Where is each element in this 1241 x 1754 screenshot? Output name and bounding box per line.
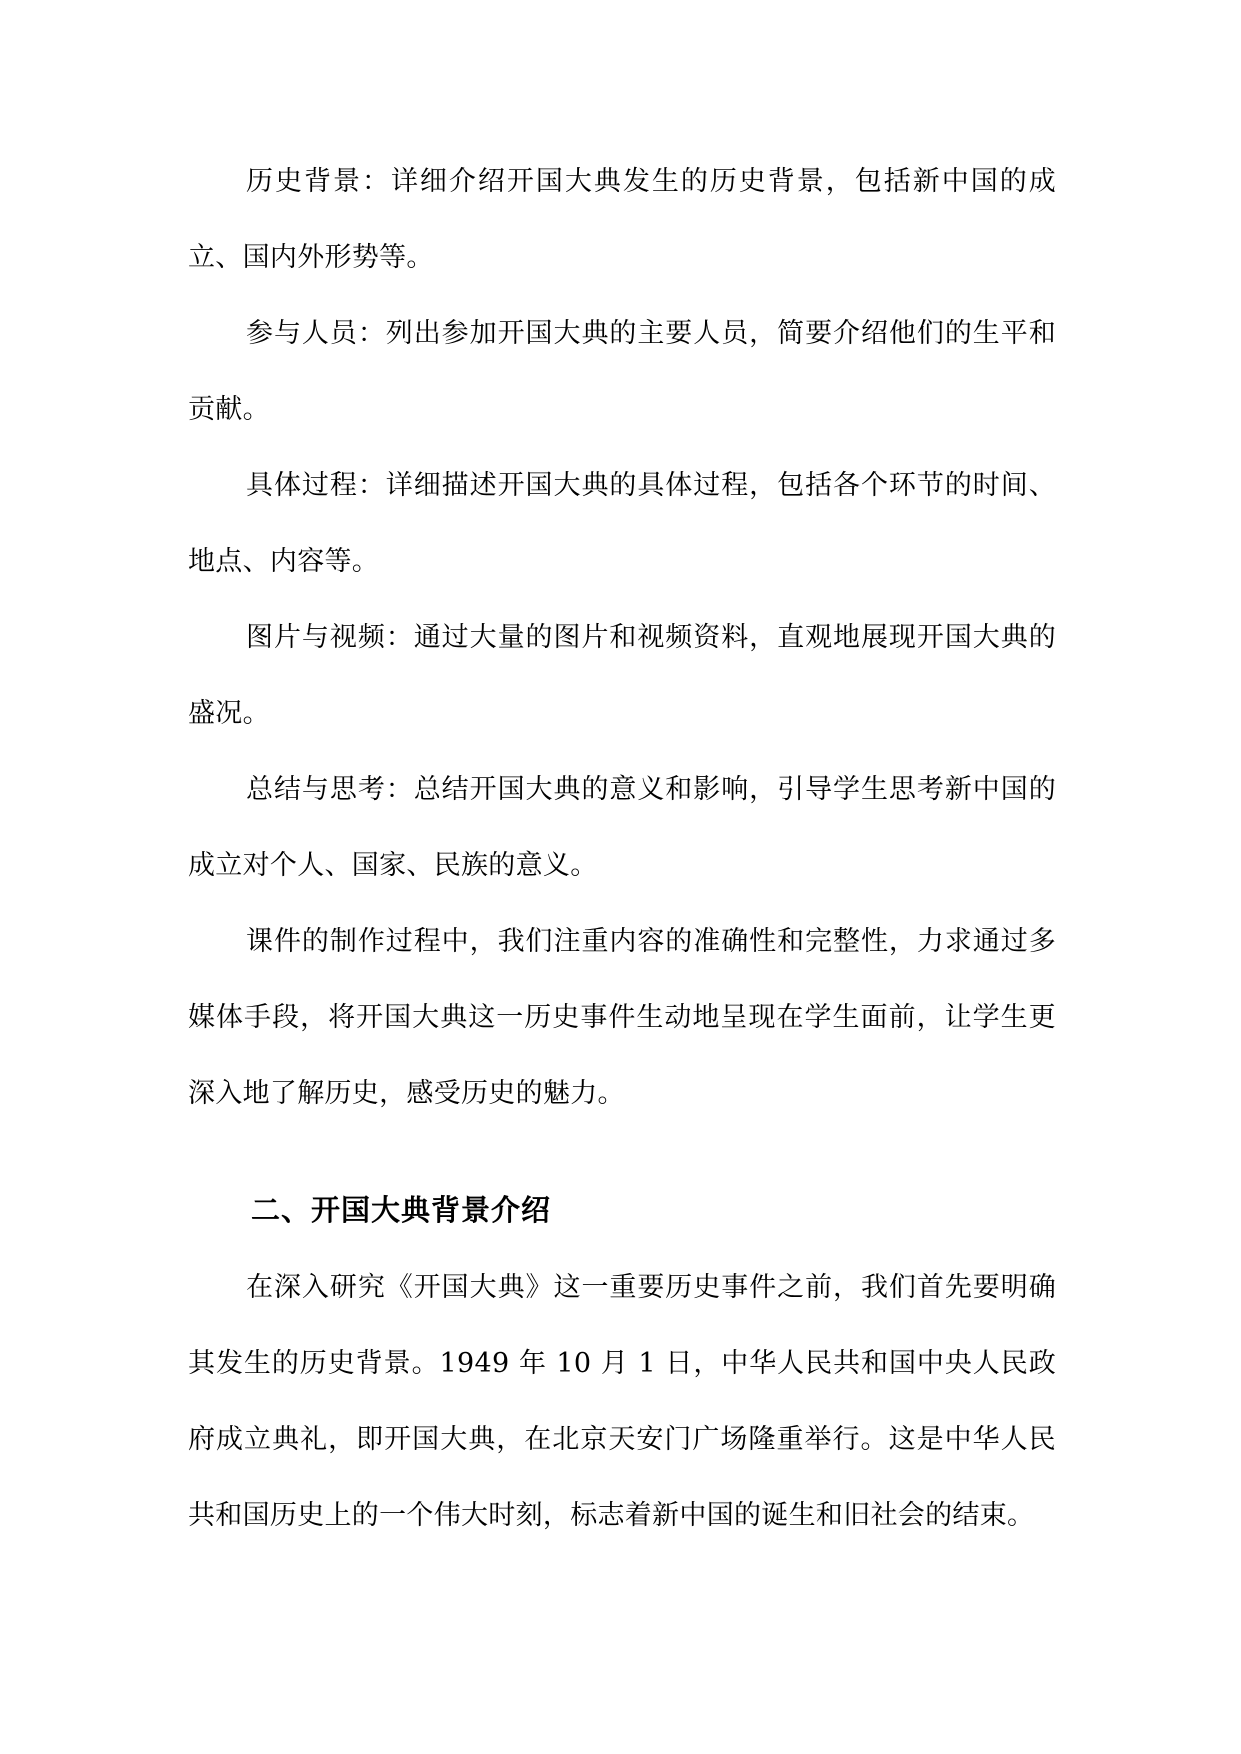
paragraph-process: 具体过程：详细描述开国大典的具体过程，包括各个环节的时间、地点、内容等。 — [188, 470, 1056, 577]
paragraph-participants: 参与人员：列出参加开国大典的主要人员，简要介绍他们的生平和贡献。 — [188, 318, 1056, 425]
paragraph-courseware: 课件的制作过程中，我们注重内容的准确性和完整性，力求通过多媒体手段，将开国大典这一历史事件生动地呈现在学生面前，让学生更深入地了解历史，感受历史的魅力。 — [188, 926, 1056, 1109]
paragraph-summary: 总结与思考：总结开国大典的意义和影响，引导学生思考新中国的成立对个人、国家、民族的意义。 — [188, 774, 1056, 881]
paragraph-images-videos: 图片与视频：通过大量的图片和视频资料，直观地展现开国大典的盛况。 — [188, 622, 1056, 729]
section-heading: 二、开国大典背景介绍 — [251, 1193, 552, 1227]
document-body — [188, 144, 1056, 1554]
paragraph-section-intro: 在深入研究《开国大典》这一重要历史事件之前，我们首先要明确其发生的历史背景。1949 年 10 月 1 日，中华人民共和国中央人民政府成立典礼，即开国大典，在北京天安门广场隆重举行。这是中华人民共和国历史上的一个伟大时刻，标志着新中国的诞生和旧社会的结束。 — [188, 1272, 1056, 1531]
paragraph-history-background: 历史背景：详细介绍开国大典发生的历史背景，包括新中国的成立、国内外形势等。 — [188, 166, 1056, 273]
